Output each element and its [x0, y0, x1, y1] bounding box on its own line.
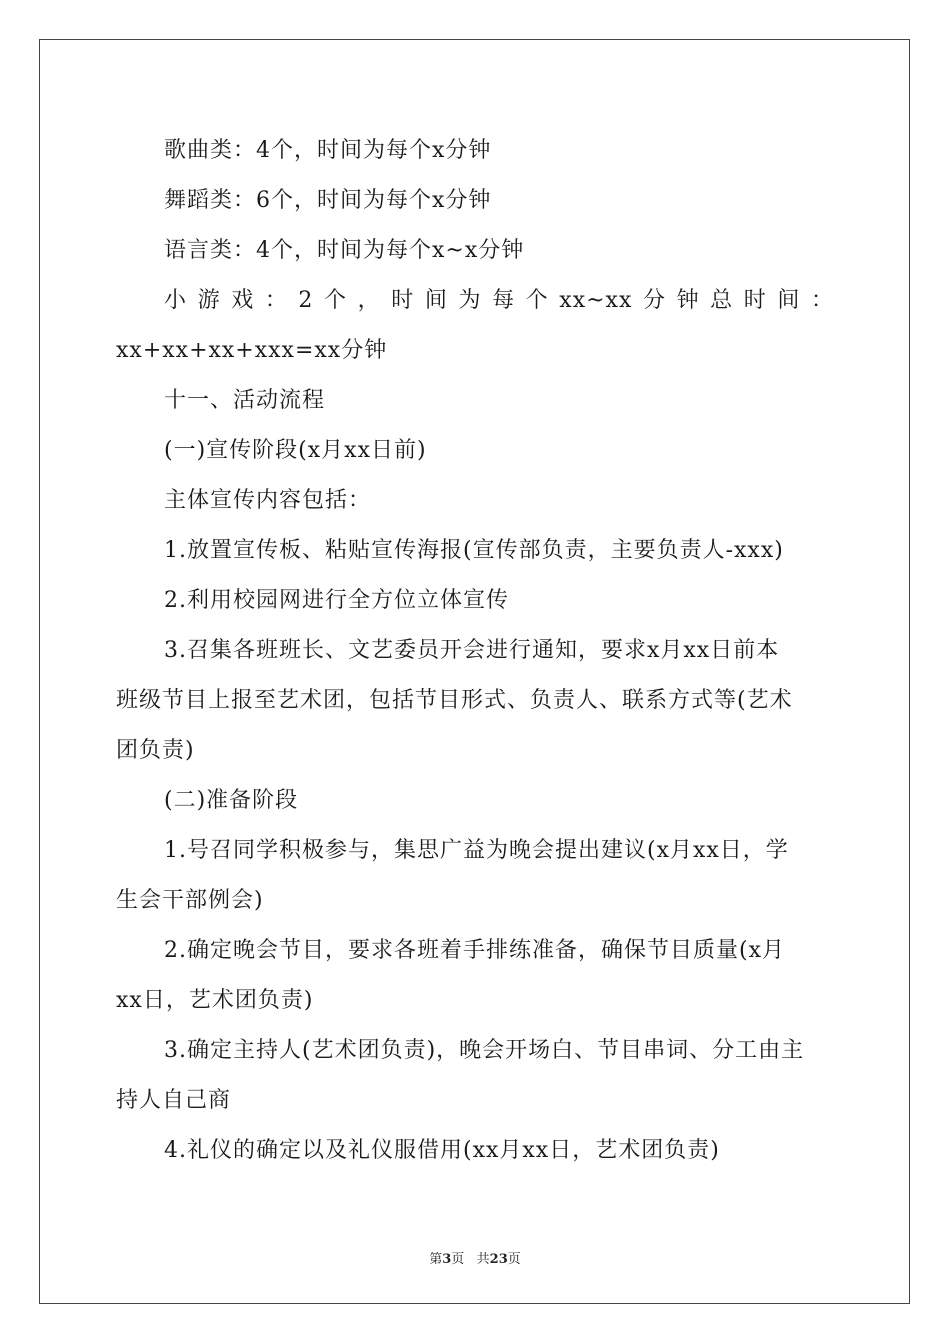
list-item-continuation: 班级节目上报至艺术团，包括节目形式、负责人、联系方式等(艺术 [116, 688, 793, 713]
footer-page-suffix: 页 [507, 1252, 521, 1267]
subsection-heading: (二)准备阶段 [164, 788, 299, 813]
footer-page-mid: 页 共 [451, 1252, 490, 1267]
text-line: 歌曲类：4个，时间为每个x分钟 [164, 138, 492, 163]
list-item: 1.放置宣传板、粘贴宣传海报(宣传部负责，主要负责人-xxx) [164, 538, 784, 563]
list-item-continuation: 生会干部例会) [116, 888, 264, 913]
list-item: 3.召集各班班长、文艺委员开会进行通知，要求x月xx日前本 [164, 638, 780, 663]
document-body [116, 126, 834, 1176]
text-line: 小游戏：2个，时间为每个xx~xx分钟总时间： [164, 288, 834, 313]
page-footer [0, 1248, 950, 1267]
list-item-continuation: 持人自己商 [116, 1088, 232, 1113]
footer-total-pages: 23 [489, 1252, 508, 1267]
list-item: 1.号召同学积极参与，集思广益为晚会提出建议(x月xx日，学 [164, 838, 789, 863]
footer-page-number: 3 [442, 1252, 452, 1267]
list-item: 2.利用校园网进行全方位立体宣传 [164, 588, 509, 613]
list-item: 4.礼仪的确定以及礼仪服借用(xx月xx日，艺术团负责) [164, 1138, 720, 1163]
list-item: 3.确定主持人(艺术团负责)，晚会开场白、节目串词、分工由主 [164, 1038, 805, 1063]
text-line: 语言类：4个，时间为每个x~x分钟 [164, 238, 525, 263]
subsection-heading: (一)宣传阶段(x月xx日前) [164, 438, 427, 463]
section-heading: 十一、活动流程 [164, 388, 326, 413]
footer-page-prefix: 第 [429, 1252, 443, 1267]
text-line: 舞蹈类：6个，时间为每个x分钟 [164, 188, 492, 213]
text-line: 主体宣传内容包括： [164, 488, 372, 513]
list-item-continuation: xx日，艺术团负责) [116, 988, 314, 1013]
list-item: 2.确定晚会节目，要求各班着手排练准备，确保节目质量(x月 [164, 938, 785, 963]
text-line: xx+xx+xx+xxx=xx分钟 [116, 338, 388, 363]
list-item-continuation: 团负责) [116, 738, 195, 763]
